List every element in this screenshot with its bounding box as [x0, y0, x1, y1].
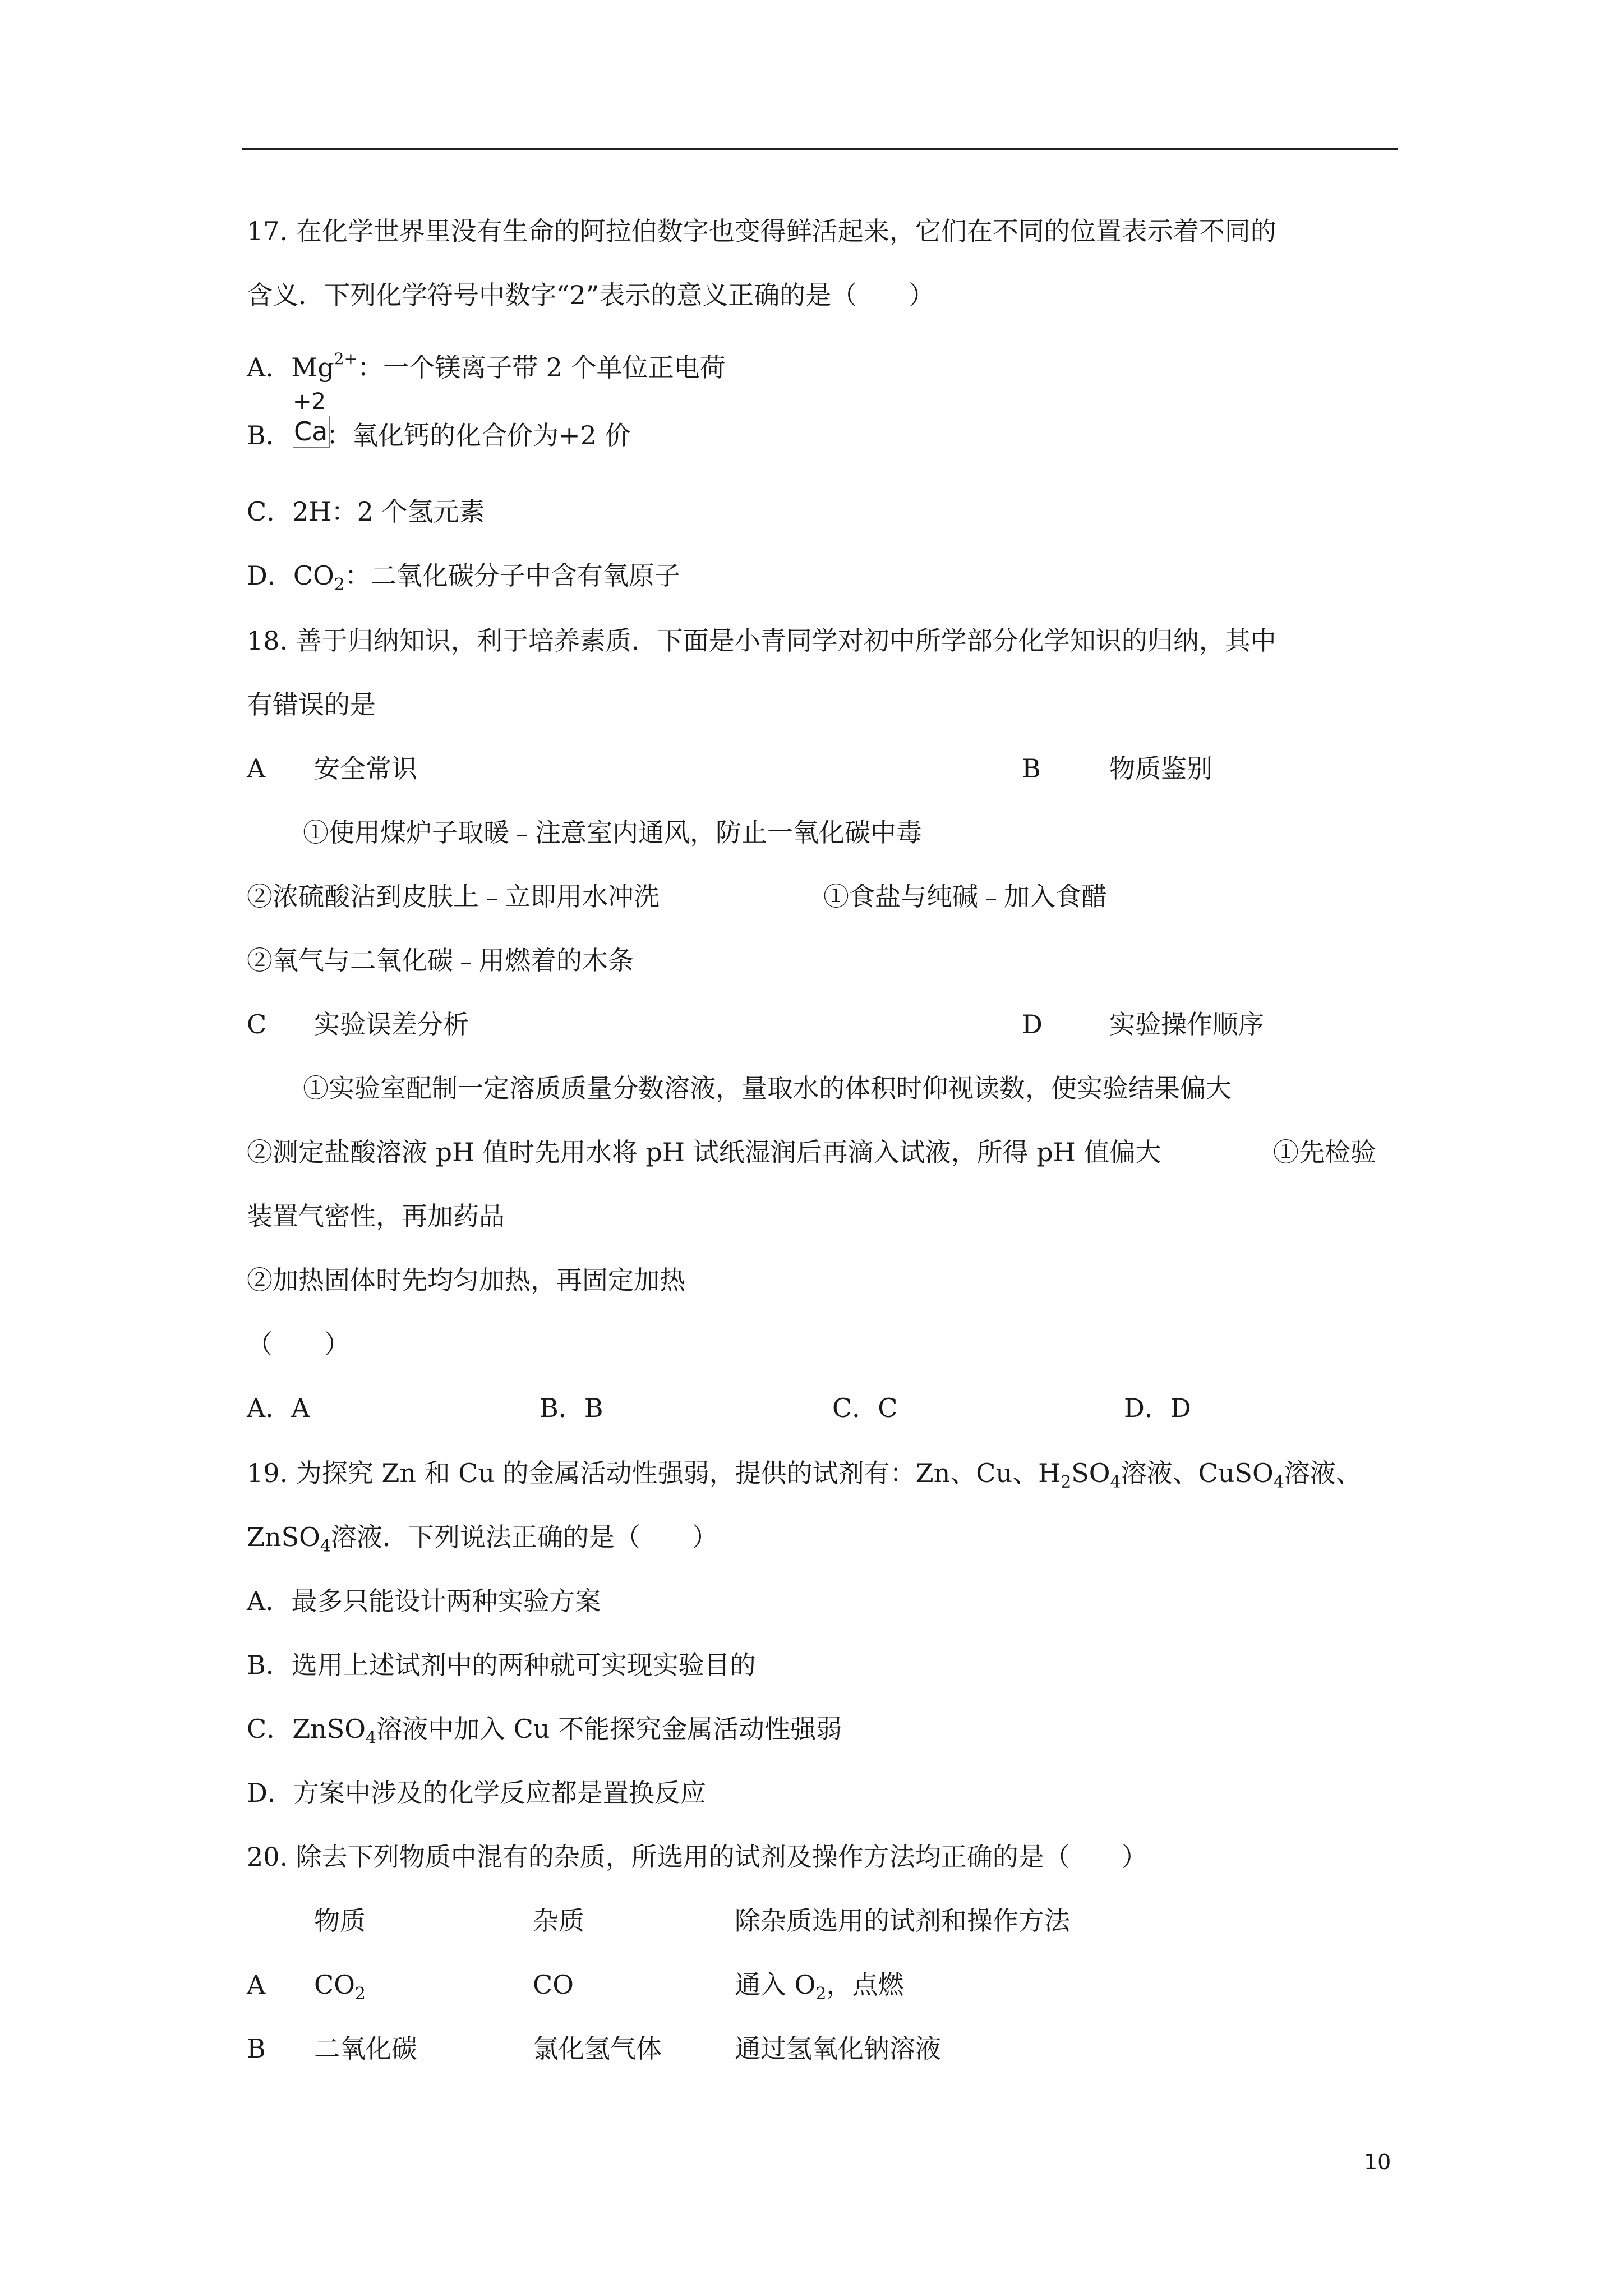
q19-l1-sub3: 4 [1273, 1473, 1284, 1492]
q19-l1-sub1: 2 [1061, 1473, 1072, 1492]
q18-answer-blank: （ ） [247, 1329, 350, 1359]
q17-b-valence: +2 [293, 389, 326, 415]
q18-c-item2: ②测定盐酸溶液 pH 值时先用水将 pH 试纸湿润后再滴入试液，所得 pH 值偏大 [247, 1137, 1161, 1167]
q20-row-a-method [735, 1968, 903, 2011]
header-rule [242, 148, 1398, 150]
q19-l1-d: 溶液、 [1284, 1458, 1362, 1488]
q19-l2-b: 溶液．下列说法正确的是（ ） [330, 1522, 718, 1552]
q18-b-item1: ①食盐与纯碱﹣加入食醋 [823, 881, 1107, 912]
q18-choice-c: C．C [832, 1393, 898, 1423]
q17-a-sup: 2+ [334, 349, 358, 368]
q18-choice-a: A．A [247, 1393, 310, 1423]
q20-row-b-substance: 二氧化碳 [314, 2033, 417, 2064]
q19-l1-sub2: 4 [1110, 1473, 1121, 1492]
q19-stem-line2 [247, 1520, 718, 1563]
q17-d-prefix: D．CO [247, 560, 334, 591]
q17-d-sub: 2 [334, 575, 345, 595]
q18-choice-b: B．B [540, 1393, 603, 1423]
q18-c-letter: C [247, 1009, 267, 1039]
q18-choice-d: D．D [1124, 1393, 1191, 1423]
q20-row-b-method: 通过氢氧化钠溶液 [735, 2033, 941, 2064]
q18-a-item2: ②浓硫酸沾到皮肤上﹣立即用水冲洗 [247, 881, 660, 912]
q20-header-substance: 物质 [314, 1906, 366, 1936]
q20-row-a-method-b: ，点燃 [826, 1970, 904, 2000]
q18-d-title: 实验操作顺序 [1109, 1009, 1264, 1039]
q20-row-b-impurity: 氯化氢气体 [533, 2033, 662, 2064]
q17-b-prefix: B． [247, 420, 292, 450]
q17-stem-line2: 含义．下列化学符号中数字“2”表示的意义正确的是（ ） [247, 280, 935, 310]
q20-row-a-impurity: CO [533, 1970, 574, 2000]
q19-c-sub: 4 [366, 1728, 377, 1748]
q20-row-a-letter: A [247, 1970, 266, 2000]
q20-row-a-substance [314, 1968, 366, 2011]
q19-l2-a: ZnSO [247, 1522, 320, 1552]
q17-stem-line1: 17. 在化学世界里没有生命的阿拉伯数字也变得鲜活起来，它们在不同的位置表示着不同的 [247, 216, 1276, 246]
q20-row-a-substance-sub: 2 [354, 1984, 366, 2004]
q20-header-method: 除杂质选用的试剂和操作方法 [735, 1906, 1070, 1936]
q18-b-title: 物质鉴别 [1109, 753, 1212, 784]
q18-d-item1-start: ①先检验 [1273, 1137, 1376, 1167]
q19-stem-line1 [247, 1456, 1362, 1499]
q18-d-letter: D [1022, 1009, 1043, 1039]
q18-b-letter: B [1022, 753, 1041, 784]
q17-b-symbol: Ca [293, 416, 330, 448]
q20-row-a-method-sub: 2 [815, 1984, 827, 2004]
q17-option-a [247, 342, 726, 384]
q17-option-d [247, 559, 680, 602]
q18-d-item1-end: 装置气密性，再加药品 [247, 1201, 505, 1231]
q19-option-b: B．选用上述试剂中的两种就可实现实验目的 [247, 1650, 756, 1680]
q20-header-impurity: 杂质 [533, 1906, 584, 1936]
q19-l2-sub: 4 [320, 1536, 331, 1556]
page-number: 10 [1364, 2150, 1391, 2174]
q19-l1-b: SO [1071, 1458, 1110, 1488]
q18-a-item1: ①使用煤炉子取暖﹣注意室内通风，防止一氧化碳中毒 [303, 817, 922, 848]
q18-c-title: 实验误差分析 [314, 1009, 469, 1039]
q19-option-a: A．最多只能设计两种实验方案 [247, 1586, 601, 1616]
q17-a-text: ：一个镁离子带 2 个单位正电荷 [357, 352, 726, 383]
q17-b-text: ：氧化钙的化合价为+2 价 [326, 420, 631, 450]
q18-d-item2: ②加热固体时先均匀加热，再固定加热 [247, 1265, 685, 1295]
q19-l1-a: 19. 为探究 Zn 和 Cu 的金属活动性强弱，提供的试剂有：Zn、Cu、H [247, 1458, 1061, 1488]
q19-l1-c: 溶液、CuSO [1121, 1458, 1274, 1488]
q17-a-prefix: A．Mg [247, 352, 334, 383]
q19-c-b: 溶液中加入 Cu 不能探究金属活动性强弱 [376, 1714, 842, 1744]
q20-stem: 20. 除去下列物质中混有的杂质，所选用的试剂及操作方法均正确的是（ ） [247, 1842, 1147, 1872]
q18-a-letter: A [247, 753, 266, 784]
q19-c-a: C．ZnSO [247, 1714, 366, 1744]
q19-option-c [247, 1712, 842, 1755]
q19-option-d: D．方案中涉及的化学反应都是置换反应 [247, 1778, 706, 1808]
q18-stem-line1: 18. 善于归纳知识，利于培养素质．下面是小青同学对初中所学部分化学知识的归纳，其中 [247, 625, 1276, 656]
q18-a-title: 安全常识 [314, 753, 417, 784]
q20-row-b-letter: B [247, 2033, 266, 2064]
q18-stem-line2: 有错误的是 [247, 689, 376, 720]
q17-d-text: ：二氧化碳分子中含有氧原子 [344, 560, 680, 591]
q20-row-a-substance-text: CO [314, 1970, 355, 2000]
q20-row-a-method-a: 通入 O [735, 1970, 816, 2000]
q18-c-item1: ①实验室配制一定溶质质量分数溶液，量取水的体积时仰视读数，使实验结果偏大 [303, 1073, 1232, 1103]
q17-option-c: C．2H：2 个氢元素 [247, 496, 485, 527]
q18-b-item2: ②氧气与二氧化碳﹣用燃着的木条 [247, 945, 634, 976]
